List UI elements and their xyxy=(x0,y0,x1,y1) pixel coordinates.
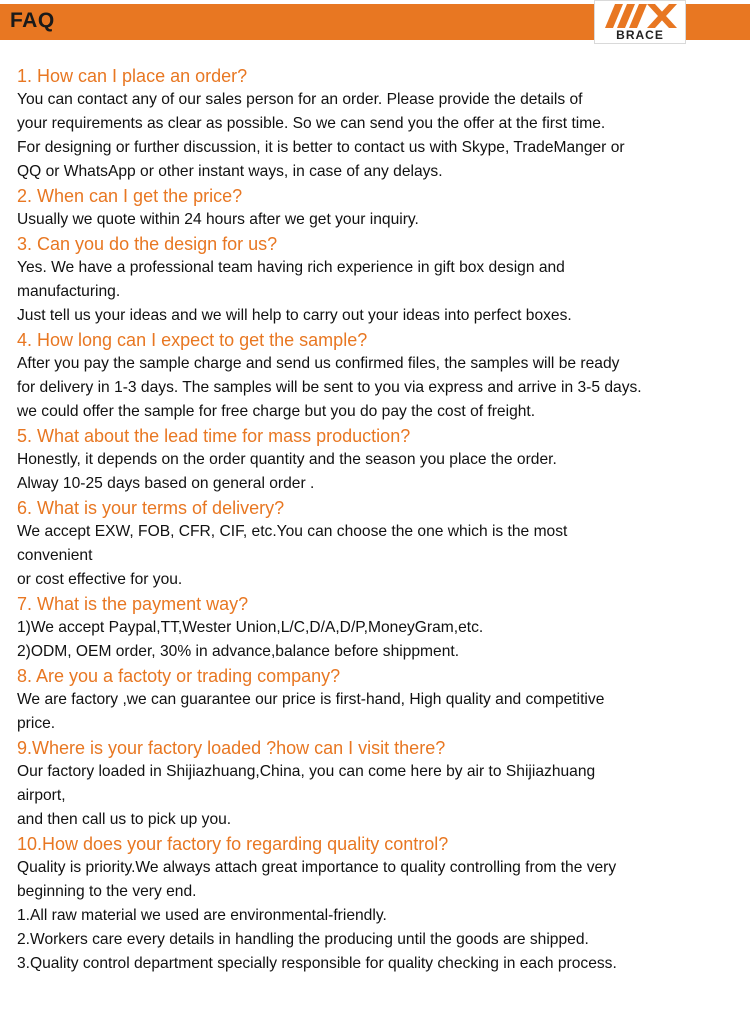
faq-answer-line: Our factory loaded in Shijiazhuang,China, you can come here by air to Shijiazhuang xyxy=(17,763,596,780)
faq-answer-line: we could offer the sample for free charge but you do pay the cost of freight. xyxy=(17,403,536,420)
faq-item xyxy=(17,736,745,832)
faq-answer-line: Alway 10-25 days based on general order . xyxy=(17,475,315,492)
faq-question: 4. How long can I expect to get the sample? xyxy=(17,330,368,350)
faq-answer-line: manufacturing. xyxy=(17,283,121,300)
faq-question: 1. How can I place an order? xyxy=(17,66,248,86)
faq-answer-line: For designing or further discussion, it is better to contact us with Skype, TradeManger or xyxy=(17,139,625,156)
faq-answer-line: 2.Workers care every details in handling the producing until the goods are shipped. xyxy=(17,931,589,948)
faq-answer-line: You can contact any of our sales person for an order. Please provide the details of xyxy=(17,91,583,108)
faq-answer-line: Yes. We have a professional team having rich experience in gift box design and xyxy=(17,259,565,276)
faq-answer-line: for delivery in 1-3 days. The samples will be sent to you via express and arrive in 3-5 days. xyxy=(17,379,642,396)
faq-question: 7. What is the payment way? xyxy=(17,594,249,614)
faq-item xyxy=(17,328,745,424)
faq-answer-line: price. xyxy=(17,715,56,732)
faq-answer-line: We are factory ,we can guarantee our price is first-hand, High quality and competitive xyxy=(17,691,605,708)
faq-item xyxy=(17,64,745,184)
header xyxy=(0,0,750,48)
faq-answer-line: convenient xyxy=(17,547,93,564)
faq-item xyxy=(17,496,745,592)
faq-answer-line: We accept EXW, FOB, CFR, CIF, etc.You can choose the one which is the most xyxy=(17,523,568,540)
faq-question: 6. What is your terms of delivery? xyxy=(17,498,285,518)
faq-question: 5. What about the lead time for mass production? xyxy=(17,426,411,446)
logo-text: BRACE xyxy=(616,28,664,42)
faq-answer-line: Honestly, it depends on the order quantity and the season you place the order. xyxy=(17,451,557,468)
faq-question: 3. Can you do the design for us? xyxy=(17,234,278,254)
brand-logo xyxy=(594,0,686,44)
faq-answer-line: 1)We accept Paypal,TT,Wester Union,L/C,D/A,D/P,MoneyGram,etc. xyxy=(17,619,484,636)
faq-answer-line: Quality is priority.We always attach great importance to quality controlling from the very xyxy=(17,859,617,876)
faq-answer-line: Just tell us your ideas and we will help to carry out your ideas into perfect boxes. xyxy=(17,307,572,324)
faq-item xyxy=(17,232,745,328)
faq-answer-line: or cost effective for you. xyxy=(17,571,183,588)
faq-answer-line: QQ or WhatsApp or other instant ways, in case of any delays. xyxy=(17,163,443,180)
faq-item xyxy=(17,424,745,496)
faq-question: 10.How does your factory fo regarding quality control? xyxy=(17,834,449,854)
faq-answer-line: 2)ODM, OEM order, 30% in advance,balance before shippment. xyxy=(17,643,460,660)
faq-question: 9.Where is your factory loaded ?how can I visit there? xyxy=(17,738,446,758)
faq-answer-line: After you pay the sample charge and send us confirmed files, the samples will be ready xyxy=(17,355,620,372)
faq-question: 8. Are you a factoty or trading company? xyxy=(17,666,341,686)
faq-item xyxy=(17,592,745,664)
faq-answer-line: 3.Quality control department specially responsible for quality checking in each process. xyxy=(17,955,617,972)
faq-answer-line: airport, xyxy=(17,787,66,804)
faq-answer-line: your requirements as clear as possible. So we can send you the offer at the first time. xyxy=(17,115,606,132)
faq-item xyxy=(17,832,745,976)
faq-answer-line: Usually we quote within 24 hours after we get your inquiry. xyxy=(17,211,419,228)
faq-answer-line: 1.All raw material we used are environmental-friendly. xyxy=(17,907,387,924)
faq-item xyxy=(17,664,745,736)
faq-answer-line: and then call us to pick up you. xyxy=(17,811,232,828)
faq-answer-line: beginning to the very end. xyxy=(17,883,197,900)
page-title: FAQ xyxy=(10,9,55,32)
logo-mark-icon xyxy=(603,4,679,28)
faq-question: 2. When can I get the price? xyxy=(17,186,243,206)
faq-list xyxy=(17,64,745,976)
faq-item xyxy=(17,184,745,232)
